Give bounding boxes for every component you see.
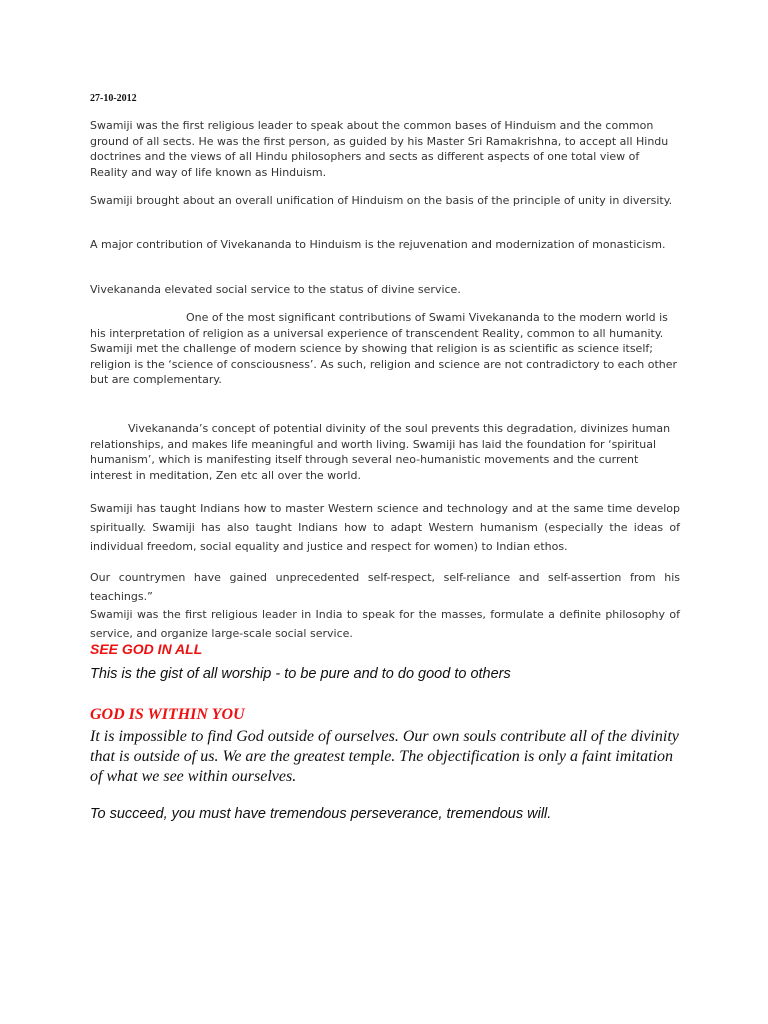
heading-see-god-in-all: SEE GOD IN ALL [90,641,203,657]
heading-god-is-within-you: GOD IS WITHIN YOU [90,706,245,723]
paragraph-religion-science: One of the most significant contributions of Swami Vivekananda to the modern world is his interpretation of religion as a universal experience of transcendent Reality, common to all humanity. Swamiji met the challenge of modern science by showing that religion is as scientific as science itself; religion is the ‘science of consciousness’. As such, religion and science are not contradictory to each other but are complementary. [90,311,678,386]
quote-perseverance: To succeed, you must have tremendous perseverance, tremendous will. [90,806,552,822]
quote-greatest-temple: It is impossible to find God outside of ourselves. Our own souls contribute all of the divinity that is outside of us. We are the greatest temple. The objectification is only a faint imitation of what we see within ourselves. [90,728,679,785]
document-date: 27-10-2012 [90,93,137,104]
quote-gist-of-worship: This is the gist of all worship - to be pure and to do good to others [90,666,511,682]
paragraph-unification: Swamiji brought about an overall unification of Hinduism on the basis of the principle of unity in diversity. [90,194,673,207]
paragraph-social-service: Vivekananda elevated social service to the status of divine service. [90,283,461,296]
paragraph-self-respect: Our countrymen have gained unprecedented self-respect, self-reliance and self-assertion from his teachings.” [90,571,680,603]
paragraph-monasticism: A major contribution of Vivekananda to Hinduism is the rejuvenation and modernization of monasticism. [90,238,666,251]
paragraph-common-bases: Swamiji was the first religious leader to speak about the common bases of Hinduism and the common ground of all sects. He was the first person, as guided by his Master Sri Ramakrishna, to accept all Hindu doctrines and the views of all Hindu philosophers and sects as different aspects of one total view of Reality and way of life known as Hinduism. [90,119,669,179]
paragraph-potential-divinity: Vivekananda’s concept of potential divinity of the soul prevents this degradation, divinizes human relationships, and makes life meaningful and worth living. Swamiji has laid the foundation for ‘spiritual humanism’, which is manifesting itself through several neo-humanistic movements and the current interest in meditation, Zen etc all over the world. [90,422,671,482]
paragraph-masses: Swamiji was the first religious leader in India to speak for the masses, formulate a definite philosophy of service, and organize large-scale social service. [90,608,680,640]
paragraph-western-science: Swamiji has taught Indians how to master Western science and technology and at the same time develop spiritually. Swamiji has also taught Indians how to adapt Western humanism (especially the ideas of individual freedom, social equality and justice and respect for women) to Indian ethos. [90,502,680,553]
